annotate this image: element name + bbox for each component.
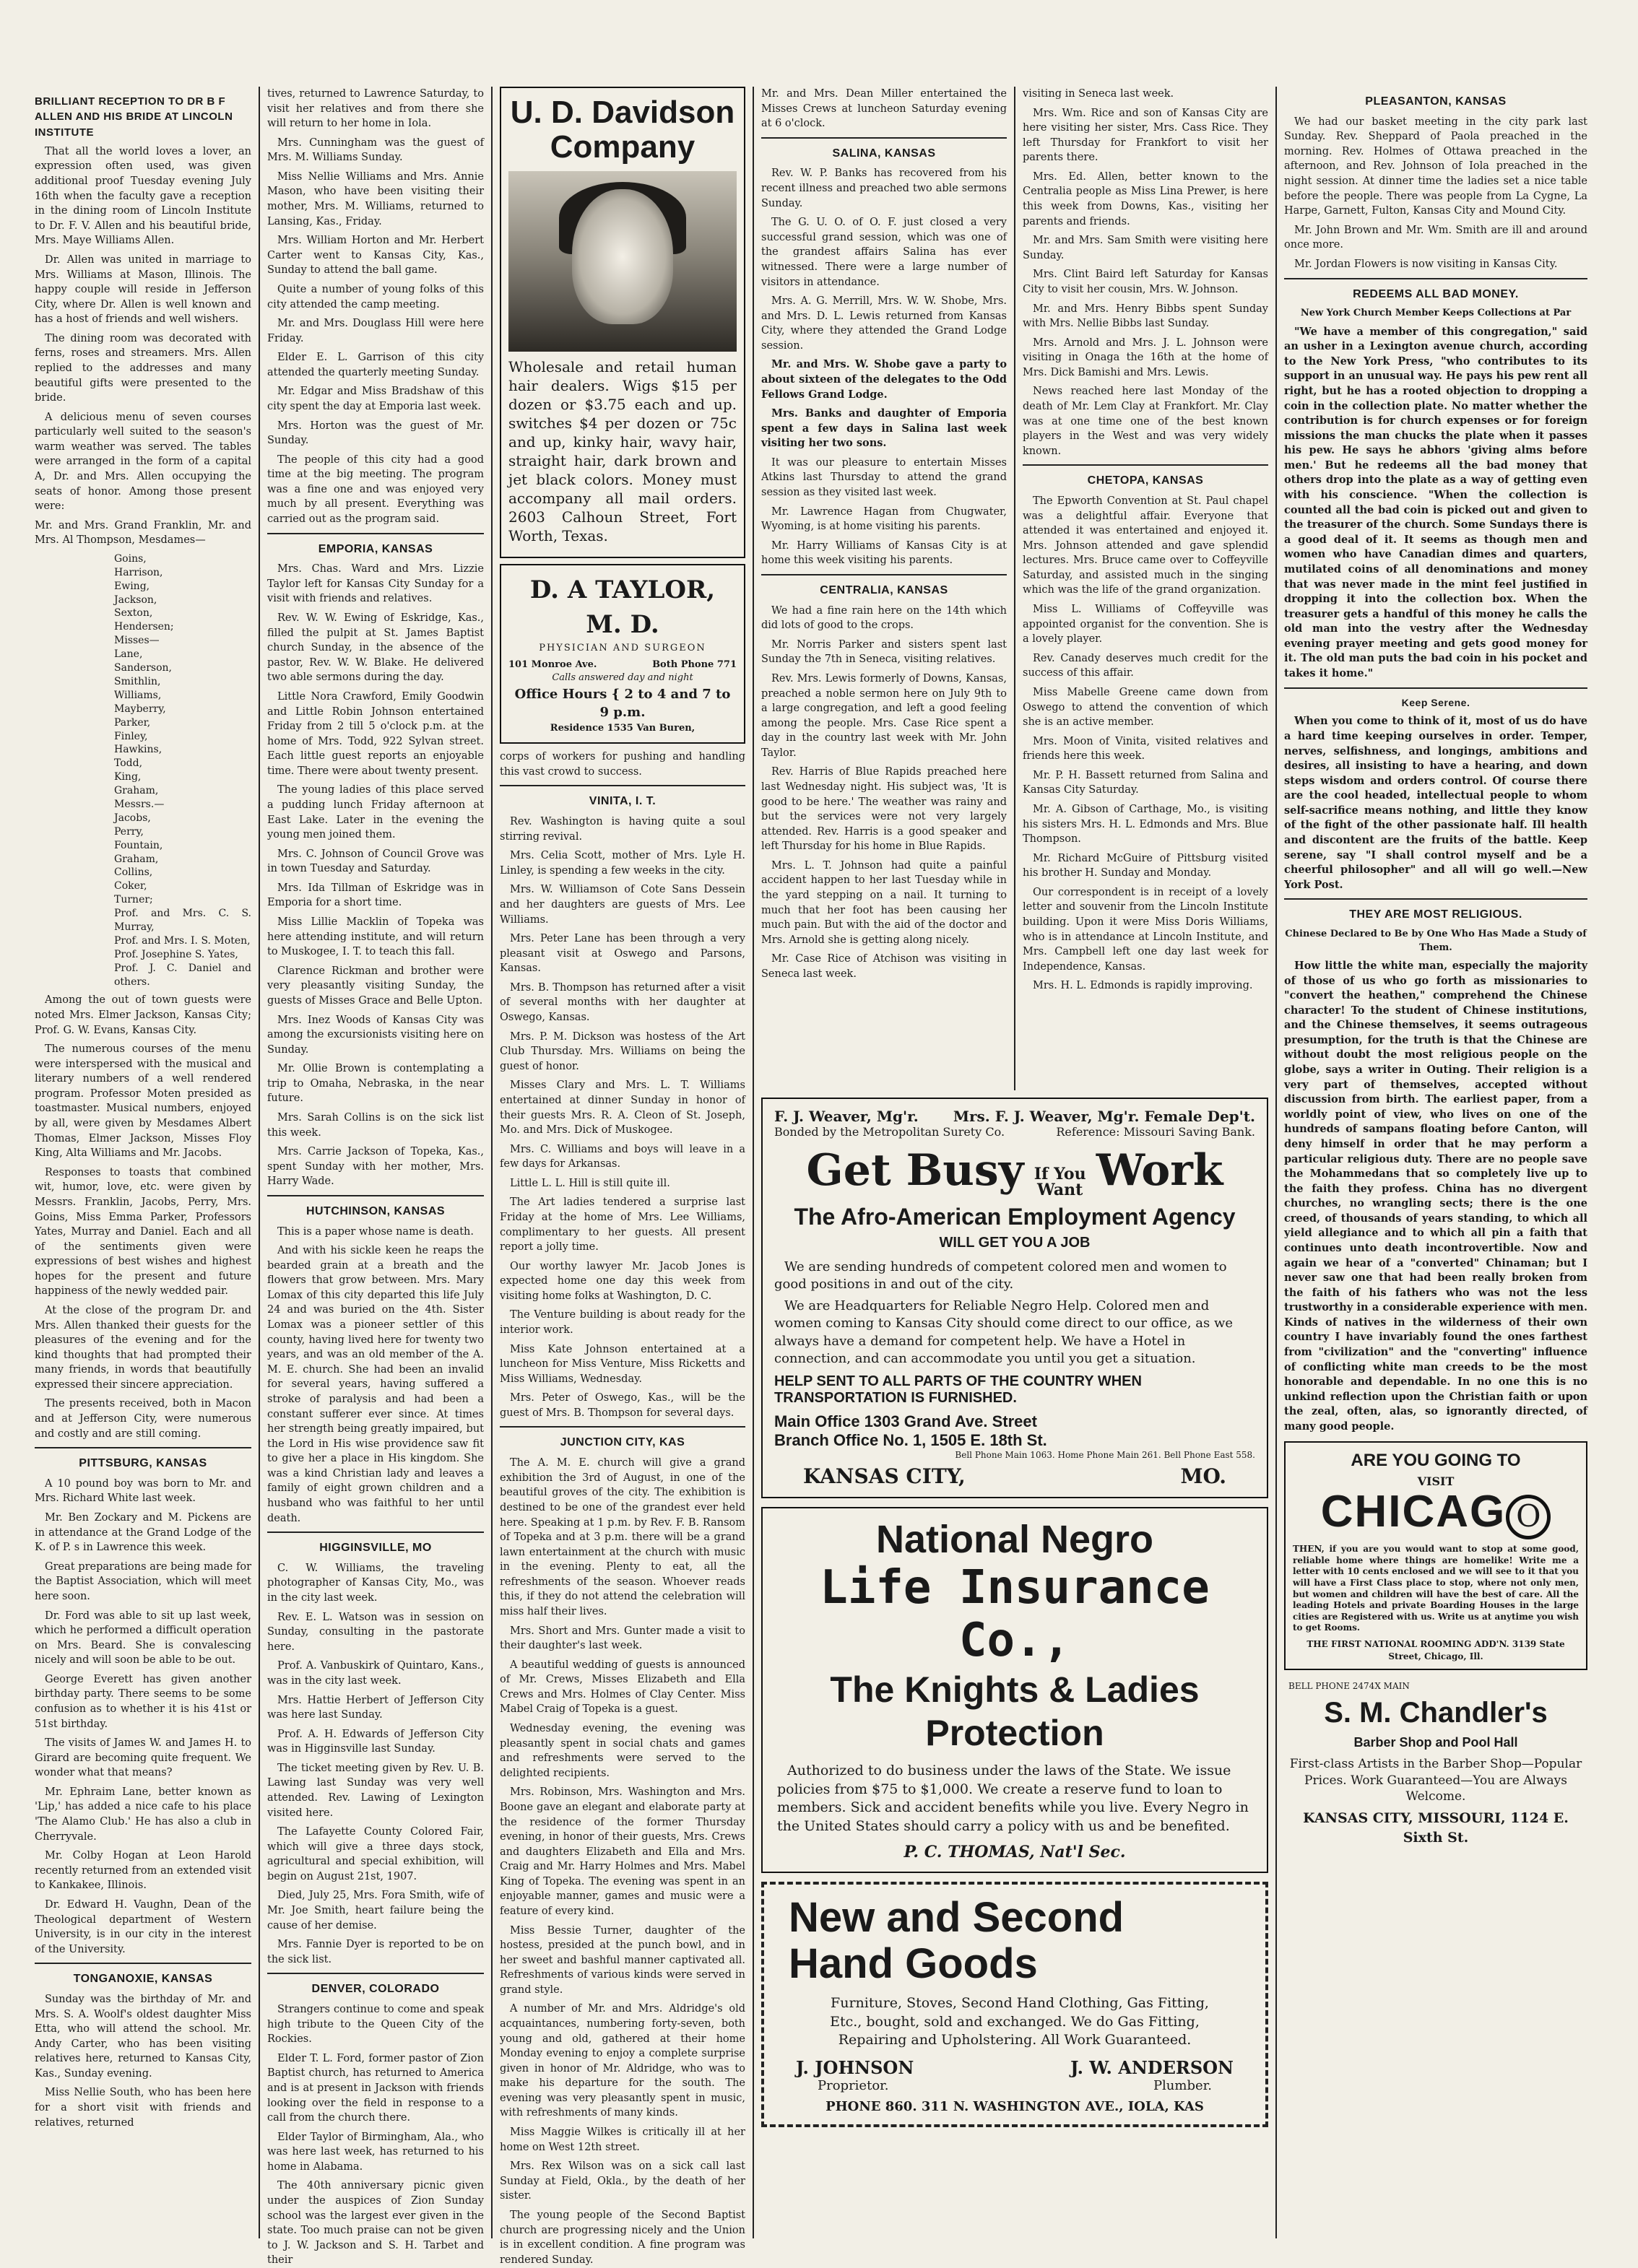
divider xyxy=(761,574,1007,575)
section-heading: PLEASANTON, KANSAS xyxy=(1365,95,1507,108)
news-item: Dr. Edward H. Vaughn, Dean of the Theological department of Western University, is in our city in the interest of the University. xyxy=(35,1898,251,1955)
news-item: We had our basket meeting in the city park last Sunday. Rev. Sheppard of Paola preached in the morning. Rev. Holmes of Ottawa preached in the afternoon, and Rev. Johnson of Iola preached in the night session. At dinner time the ladies set a nice table before the people. There was people from La Cygne, La Harpe, Garnett, Fulton, Kansas City and Mound City. xyxy=(1284,116,1587,217)
news-item: corps of workers for pushing and handling this vast crowd to success. xyxy=(500,751,745,778)
news-item: Mrs. H. L. Edmonds is rapidly improving. xyxy=(1033,980,1253,992)
chicago-ad-text: THEN, if you are you would want to stop at some good, reliable home where things are homelike! Write me a letter with 10 cents enclosed and we will see to it that you will have a First Class place to stop, where not only men, but women and children will have the best of care. All the leading Hotels and private Boarding Houses in the large cities are Registered with us. Write us at anytime you wish to get Rooms. xyxy=(1293,1544,1579,1633)
article-heading: THEY ARE MOST RELIGIOUS. xyxy=(1349,908,1522,921)
news-item: C. W. Williams, the traveling photographer of Kansas City, Mo., was in the city last week. xyxy=(267,1562,484,1604)
news-item: Quite a number of young folks of this city attended the camp meeting. xyxy=(267,283,484,310)
agency-city: KANSAS CITY, xyxy=(803,1464,966,1489)
news-item: The Venture building is about ready for the interior work. xyxy=(500,1309,745,1337)
article-paragraph: The presents received, both in Macon and at Jefferson City, were numerous and costly and are still coming. xyxy=(35,1398,251,1440)
news-item: News reached here last Monday of the death of Mr. Lem Clay at Frankfort. Mr. Clay was at one time one of the best known players in the West and was very widely known. xyxy=(1023,386,1268,457)
news-item: Mrs. Sarah Collins is on the sick list this week. xyxy=(267,1111,484,1139)
guest-name: Hawkins, xyxy=(114,744,162,756)
guest-name: Sanderson, xyxy=(114,662,172,674)
news-item: Mr. P. H. Bassett returned from Salina and Kansas City Saturday. xyxy=(1023,769,1268,796)
news-item: Miss Kate Johnson entertained at a luncheon for Miss Venture, Miss Ricketts and Miss Williams, Wednesday. xyxy=(500,1343,745,1385)
news-item: Miss Lillie Macklin of Topeka was here attending institute, and will return to Muskogee, I. T. to teach this fall. xyxy=(267,916,484,958)
news-item: Mrs. Peter Lane has been through a very pleasant visit at Oswego and Parsons, Kansas. xyxy=(500,933,745,975)
ad-block xyxy=(761,1098,1268,2127)
guest-name: Coker, xyxy=(114,880,147,892)
news-item: Prof. A. Vanbuskirk of Quintaro, Kans., was in the city last week. xyxy=(267,1660,484,1687)
news-item: Mrs. Rex Wilson was on a sick call last Sunday at Field, Okla., by the death of her sister. xyxy=(500,2160,745,2202)
chandler-text: First-class Artists in the Barber Shop—Popular Prices. Work Guaranteed—You are Always Welcome. xyxy=(1289,1757,1582,1804)
hand-goods-address: PHONE 860. 311 N. WASHINGTON AVE., IOLA, KAS xyxy=(826,2098,1204,2114)
news-item: Mrs. Peter of Oswego, Kas., will be the guest of Mrs. B. Thompson for several days. xyxy=(500,1392,745,1419)
news-item: Mrs. Banks and daughter of Emporia spent a few days in Salina last week visiting her two sons. xyxy=(761,407,1007,450)
chandler-phone: BELL PHONE 2474X MAIN xyxy=(1288,1681,1410,1692)
news-item: Miss Maggie Wilkes is critically ill at her home on West 12th street. xyxy=(500,2126,745,2153)
news-item: Mr. Lawrence Hagan from Chugwater, Wyoming, is at home visiting his parents. xyxy=(761,505,1007,533)
article-paragraph: That all the world loves a lover, an expression often used, was given additional proof Tuesday evening July 16th when the faculty gave a reception in the dining room of Lincoln Institute to Dr. F. V. Allen and his beautiful bride, Mrs. Maye Williams Allen. xyxy=(35,145,251,247)
hand-goods-title-1: New and Second xyxy=(789,1894,1124,1942)
guest-name: Collins, xyxy=(114,866,153,879)
news-item: Mr. Ollie Brown is contemplating a trip to Omaha, Nebraska, in the near future. xyxy=(267,1063,484,1105)
news-item: And with his sickle keen he reaps the bearded grain at a breath and the flowers that grow between. Mrs. Mary Lomax of this city departed this life July 24 and was buried on the 4th. Sister Lomax was a pioneer settler of this county, having lived here for twenty two years, and was an old member of the A. M. E. church. She had been an invalid for several years, having suffered a stroke of paralysis and had been a constant sufferer ever since. At times her strength being greatly impaired, but the Lord in His wise providence saw fit to give her a place in His kingdom. She was a kind Christian lady and leaves a family of eight grown children and a husband who was faithful to her until death. xyxy=(267,1245,484,1524)
davidson-text: Wholesale and retail human hair dealers. Wigs $15 per dozen or $3.75 each and up. switches $4 per dozen or 75c and up, kinky hair, wavy hair, straight hair, dark brown and jet black colors. Money must accompany all mail orders. 2603 Calhoun Street, Fort Worth, Texas. xyxy=(508,357,737,544)
news-item: Mr. John Brown and Mr. Wm. Smith are ill and around once more. xyxy=(1284,224,1587,251)
news-item: Miss Bessie Turner, daughter of the hostess, presided at the punch bowl, and in her sweet and bashful manner captivated all. Refreshments of various kinds were served in grand style. xyxy=(500,1924,745,1996)
article-text: When you come to think of it, most of us do have a hard time keeping ourselves in order. Temper, nerves, selfishness, and longings, ambitions and desires, all insisting to have a hearing, and down steps wisdom and orders control. Of course there are the cool headed, intellectual people to whom self-sacrifice means nothing, and little they know of the fight of the other passionate half. Ill health and discontent are the fruits of the battle. Keep serene, say "I shall control myself and be a cheerful philosopher" and all will go well.—New York Post. xyxy=(1284,715,1587,891)
news-item: Mrs. Ida Tillman of Eskridge was in Emporia for a short time. xyxy=(267,882,484,909)
news-item: Died, July 25, Mrs. Fora Smith, wife of Mr. Joe Smith, heart failure being the cause of her demise. xyxy=(267,1890,484,1932)
news-item: Mrs. Short and Mrs. Gunter made a visit to their daughter's last week. xyxy=(500,1625,745,1652)
doctor-phone: Both Phone 771 xyxy=(652,659,737,670)
news-item: Mr. and Mrs. Douglass Hill were here Friday. xyxy=(267,318,484,344)
news-item: Miss Nellie South, who has been here for a short visit with friends and relatives, returned xyxy=(35,2087,251,2129)
section-heading: SALINA, KANSAS xyxy=(832,147,936,160)
news-item: Dr. Ford was able to sit up last week, which he performed a difficult operation on Mrs. Beard. She is convalescing nicely and will soon be able to be out. xyxy=(35,1609,251,1667)
guest-name: Jackson, xyxy=(114,594,157,606)
news-item: Elder Taylor of Birmingham, Ala., who was here last week, has returned to his home in Alabama. xyxy=(267,2131,484,2173)
insurance-title-3: The Knights & Ladies xyxy=(830,1669,1200,1710)
guest-name: Finley, xyxy=(114,730,148,742)
news-item: Mrs. A. G. Merrill, Mrs. W. W. Shobe, Mrs. and Mrs. D. L. Lewis returned from Kansas City, where they attended the Grand Lodge session. xyxy=(761,295,1007,352)
davidson-ad xyxy=(500,87,745,558)
column-3 xyxy=(500,87,745,2266)
hand-goods-title-2: Hand Goods xyxy=(789,1940,1038,1988)
guest-name: Turner; xyxy=(114,894,153,906)
news-item: Mrs. Horton was the guest of Mr. Sunday. xyxy=(267,420,484,447)
column-1 xyxy=(35,87,251,2238)
news-item: Great preparations are being made for the Baptist Association, which will meet here soon. xyxy=(35,1560,251,1602)
guest-name: Parker, xyxy=(114,716,151,729)
article-paragraph: A delicious menu of seven courses particularly well suited to the season's warm weather was served. The tables were arranged in the form of a capital A, Dr. and Mrs. Allen occupying the seats of honor. Among those present were: xyxy=(35,411,251,513)
news-item: Mrs. W. Williamson of Cote Sans Dessein and her daughters are guests of Mrs. Lee Williams. xyxy=(500,884,745,926)
insurance-title-1: National Negro xyxy=(875,1518,1154,1562)
article-paragraph: Responses to toasts that combined wit, humor, love, etc. were given by Messrs. Franklin, Jacobs, Perry, Mrs. Goins, Miss Emma Parker, Professors Yates, Murray and Daniel. Each and all of the sentiments given were expressions of best wishes and highest hopes for the present and future happiness of the newly wedded pair. xyxy=(35,1166,251,1298)
hand-goods-text: Furniture, Stoves, Second Hand Clothing, Gas Fitting, Etc., bought, sold and exchanged. We do Gas Fitting, Repairing and Upholstering. All Work Guaranteed. xyxy=(830,1995,1209,2048)
news-item: Mrs. Arnold and Mrs. J. L. Johnson were visiting in Onaga the 16th at the home of Mrs. Dick Bamishi and Mrs. Lewis. xyxy=(1023,336,1268,378)
taylor-ad xyxy=(500,564,745,744)
guest-name: Graham, xyxy=(114,785,159,797)
news-item: Mr. Jordan Flowers is now visiting in Kansas City. xyxy=(1294,258,1558,270)
news-item: The Epworth Convention at St. Paul chapel was a delightful affair. Everyone that attended it was entertained and enjoyed it. Mrs. Johnson attended and gave splendid lectures. Mrs. Bruce came over to Coffeyville Saturday, and assisted much in the singing which was the life of the grand organization. xyxy=(1023,495,1268,596)
divider xyxy=(1284,898,1587,900)
section-heading: EMPORIA, KANSAS xyxy=(318,542,433,555)
chicago-ad-top: ARE YOU GOING TO xyxy=(1351,1451,1521,1471)
news-item: The A. M. E. church will give a grand exhibition the 3rd of August, in one of the beautiful groves of the city. The exhibition is destined to be one of the grandest ever held here. Speaking at 1 p.m. by Rev. F. B. Ransom of Topeka and at 3 p.m. there will be a grand lawn entertainment at the church with music in the evening. Plenty to eat, all the refreshments of the season. Whoever reads this, if they do not attend the celebration will miss half their lives. xyxy=(500,1457,745,1617)
divider xyxy=(267,533,484,534)
news-item: The ticket meeting given by Rev. U. B. Lawing last Sunday was very well attended. Rev. Lawing of Lexington visited here. xyxy=(267,1762,484,1819)
news-item: Little L. L. Hill is still quite ill. xyxy=(510,1177,670,1189)
column-rule xyxy=(1014,87,1015,1090)
insurance-ad xyxy=(761,1507,1268,1873)
section-heading: PITTSBURG, KANSAS xyxy=(79,1457,207,1470)
guest-name: Todd, xyxy=(114,757,143,770)
chandler-ad xyxy=(1284,1677,1587,1851)
guest-name: Prof. and Mrs. I. S. Moten, xyxy=(114,934,251,947)
news-item: Rev. E. L. Watson was in session on Sunday, consulting in the pastorate here. xyxy=(267,1611,484,1653)
headline-reception: BRILLIANT RECEPTION TO DR B F ALLEN AND HIS BRIDE AT LINCOLN INSTITUTE xyxy=(35,95,233,139)
news-item: Mrs. Clint Baird left Saturday for Kansas City to visit her cousin, Mrs. W. Johnson. xyxy=(1023,269,1268,295)
article-subheading: New York Church Member Keeps Collections at Par xyxy=(1300,308,1572,319)
news-item: Mr. A. Gibson of Carthage, Mo., is visiting his sisters Mrs. H. L. Edmonds and Mrs. Blue Thompson. xyxy=(1023,804,1268,846)
article-text: How little the white man, especially the majority of those of us who go forth as missionaries to "convert the heathen," comprehend the Chinese character! To the student of Chinese institutions, and the Chinese themselves, it seems outrageous presumption, for the truth is that the Chinese are without doubt the most religious people on the globe, says a writer in Outing. Their religion is a very part of themselves, accepted without discussion from birth. The earliest paper, from a worldly point of view, who lives on one of the hundreds of sampans floating before Canton, will deny himself in order that he may perform a particular religious duty. There are no people save the Mohammedans that so completely live up to the faith they profess. China has no divergent churches, no wrangling sects; there is the one creed, of thousands of years standing, to which all yield allegiance and to which all pin a faith that continues unto death incontrovertible. Now and again we hear of a "converted" Chinaman; but I never saw one that had been really broken from the faith of his fathers who was not the less trustworthy in a considerable experience with men. Kinds of natives in the wilderness of their own country I have invariably found the ones farthest from "civilization" and the "converting" influence of conflicting white man creeds to be the most honorable and dependable. In no one this is no unkind reflection upon the Christian faith or upon the zeal, often, alas, so ignorantly directed, of many good people. xyxy=(1284,959,1587,1433)
news-item: Mrs. Moon of Vinita, visited relatives and friends here this week. xyxy=(1023,735,1268,762)
guest-name: Messrs.— xyxy=(114,798,165,810)
guest-name: King, xyxy=(114,771,142,783)
news-item: Rev. Mrs. Lewis formerly of Downs, Kansas, preached a noble sermon here on July 9th to a large congregation, and left a good feeling among the people. Mrs. Case Rice spent a day in the country last week with Mr. John Taylor. xyxy=(761,672,1007,759)
news-item: Mrs. Inez Woods of Kansas City was among the excursionists visiting here on Sunday. xyxy=(267,1014,484,1056)
guest-name: Prof. and Mrs. C. S. Murray, xyxy=(114,908,251,933)
newspaper-page xyxy=(35,87,1609,2267)
news-item: We had a fine rain here on the 14th which did lots of good to the crops. xyxy=(761,604,1007,632)
news-item: Clarence Rickman and brother were very pleasantly visiting Sunday, the guests of Misses Grace and Belle Upton. xyxy=(267,965,484,1007)
article-paragraph: The numerous courses of the menu were interspersed with the musical and literary numbers of a well rendered program. Professor Moten presided as toastmaster. Musical numbers, enjoyed by all, were given by Mesdames Albert Thomas, Elmer Jackson, Misses Floy King, Alta Williams and Mr. Jacobs. xyxy=(35,1043,251,1160)
news-item: Mr. Colby Hogan at Leon Harold recently returned from an extended visit to Kankakee, Illinois. xyxy=(35,1850,251,1892)
news-item: Mrs. L. T. Johnson had quite a painful accident happen to her last Tuesday while in the yard stepping on a nail. It turning to much that her foot has been causing her much pain. But with the aid of the doctor and Mrs. Arnold she is getting along nicely. xyxy=(761,859,1007,946)
article-paragraph: Dr. Allen was united in marriage to Mrs. Williams at Mason, Illinois. The happy couple will reside in Jefferson City, where Dr. Allen is well known and has a host of friends and well wishers. xyxy=(35,253,251,326)
agency-help: HELP SENT TO ALL PARTS OF THE COUNTRY WHEN TRANSPORTATION IS FURNISHED. xyxy=(774,1373,1142,1407)
news-item: The 40th anniversary picnic given under the auspices of Zion Sunday school was the largest ever given in the state. Too much praise can not be given to J. W. Jackson and S. H. Tarbet and their xyxy=(267,2180,484,2267)
divider xyxy=(1284,687,1587,689)
news-item: Misses Clary and Mrs. L. T. Williams entertained at dinner Sunday in honor of their guests Mrs. R. A. Cleon of St. Joseph, Mo. and Mrs. Dick of Muskogee. xyxy=(500,1079,745,1137)
news-item: Mrs. Fannie Dyer is reported to be on the sick list. xyxy=(267,1939,484,1965)
guest-name: Jacobs, xyxy=(114,812,151,824)
news-item: This is a paper whose name is death. xyxy=(277,1225,474,1238)
doctor-address: 101 Monroe Ave. xyxy=(508,659,597,670)
doctor-title: PHYSICIAN AND SURGEON xyxy=(539,643,706,654)
chicago-o-circle: O xyxy=(1506,1495,1551,1539)
news-item: Mrs. Carrie Jackson of Topeka, Kas., spent Sunday with her mother, Mrs. Harry Wade. xyxy=(267,1146,484,1188)
news-item: Elder T. L. Ford, former pastor of Zion Baptist church, has returned to America and is at present in Jackson with friends looking over the field in response to a call from the church there. xyxy=(267,2052,484,2124)
guest-name: Goins, xyxy=(114,552,147,565)
news-item: Mr. Edgar and Miss Bradshaw of this city spent the day at Emporia last week. xyxy=(267,386,484,412)
guest-name: Smithlin, xyxy=(114,675,161,687)
divider xyxy=(500,785,745,786)
guest-list-lead: Mr. and Mrs. Grand Franklin, Mr. and Mrs. Al Thompson, Mesdames— xyxy=(35,519,251,547)
news-item: Mr. Harry Williams of Kansas City is at home this week visiting his parents. xyxy=(761,539,1007,567)
column-rule xyxy=(753,87,754,2238)
insurance-title-2: Life Insurance Co., xyxy=(820,1560,1210,1668)
column-2 xyxy=(267,87,484,2267)
article-text: "We have a member of this congregation," said an usher in a Lexington avenue church, according to the New York Press, "who contributes to its support in an unusual way. He pays his pew rent all right, but he has a rooted objection to dropping a coin in the collection plate. No matter whether the contribution is for church expenses or for foreign missions the man chucks the plate when it passes his pew. He says he abhors 'giving alms before men.' But he redeems all the bad money that others drop into the plate as a way of getting even with his conscience. "When the collection is counted all the bad coin is picked out and given to the treasurer of the church. Some Sundays there is a good deal of it. It seems as though men and women who have Canadian dimes and quarters, mutilated coins of all denominations and money that was never made in the mint feel justified in dropping it into the collection box. When the treasurer gets a handful of this money he calls the old man into the vestry after the Wednesday evening prayer meeting and gets good money for it. The old man puts the bad coin in his pocket and takes it home." xyxy=(1284,325,1587,679)
news-item: The G. U. O. of O. F. just closed a very successful grand session, which was one of the grandest affairs Salina has ever witnessed. There were a large number of visitors in attendance. xyxy=(761,217,1007,288)
article-paragraph: Among the out of town guests were noted Mrs. Elmer Jackson, Kansas City; Prof. G. W. Evans, Kansas City. xyxy=(35,994,251,1036)
article-heading: REDEEMS ALL BAD MONEY. xyxy=(1353,287,1519,300)
guest-name: Prof. J. C. Daniel and others. xyxy=(114,962,251,988)
divider xyxy=(1284,278,1587,279)
guest-name: Harrison, xyxy=(114,566,163,578)
section-heading: CHETOPA, KANSAS xyxy=(1087,474,1204,487)
news-item: Mr. Norris Parker and sisters spent last Sunday the 7th in Seneca, visiting relatives. xyxy=(761,638,1007,666)
employment-agency-ad xyxy=(761,1098,1268,1498)
news-item: A number of Mr. and Mrs. Aldridge's old acquaintances, numbering forty-seven, both young and old, gathered at their home Monday evening to enjoy a complete surprise given in honor of Mr. Aldridge, who was to make his departure for the south. The evening was very pleasantly spent in music, with refreshments of many kinds. xyxy=(500,2003,745,2119)
news-item: The visits of James W. and James H. to Girard are becoming quite frequent. We wonder what that means? xyxy=(35,1737,251,1779)
divider xyxy=(35,1447,251,1448)
news-item: Mrs. C. Williams and boys will leave in a few days for Arkansas. xyxy=(500,1143,745,1170)
chandler-name: S. M. Chandler's xyxy=(1324,1697,1548,1729)
work-text: Work xyxy=(1096,1145,1223,1196)
news-item: Mrs. Cunningham was the guest of Mrs. M. Williams Sunday. xyxy=(267,136,484,164)
agency-branch-office: Branch Office No. 1, 1505 E. 18th St. xyxy=(774,1431,1047,1450)
news-item: Mr. and Mrs. Sam Smith were visiting here Sunday. xyxy=(1023,235,1268,261)
news-item: Mrs. B. Thompson has returned after a visit of several months with her daughter at Oswego, Kansas. xyxy=(500,981,745,1024)
news-item: Miss L. Williams of Coffeyville was appointed organist for the convention. She is a lovely player. xyxy=(1023,604,1268,646)
column-6 xyxy=(1284,87,1587,2238)
news-item: Little Nora Crawford, Emily Goodwin and Little Robin Johnson entertained Friday from 2 till 5 o'clock p.m. at the home of Mrs. Todd, 922 Sylvan street. Each little guest reports an enjoyable time. There were about twenty present. xyxy=(267,690,484,777)
get-busy-text: Get Busy xyxy=(806,1145,1024,1196)
news-item: Rev. W. P. Banks has recovered from his recent illness and preached two able sermons Sunday. xyxy=(761,168,1007,209)
news-item: Wednesday evening, the evening was pleasantly spent in social chats and games and refreshments were served to the delighted recipients. xyxy=(500,1723,745,1779)
news-item: Mr. Richard McGuire of Pittsburg visited his brother H. Sunday and Monday. xyxy=(1023,852,1268,879)
news-item: tives, returned to Lawrence Saturday, to visit her relatives and from there she will return to her home in Iola. xyxy=(267,88,484,130)
news-item: Miss Mabelle Greene came down from Oswego to attend the convention of which she is an active member. xyxy=(1023,686,1268,729)
divider xyxy=(267,1531,484,1533)
guest-name: Perry, xyxy=(114,825,144,838)
news-item: Rev. Harris of Blue Rapids preached here last Wednesday night. His subject was, 'It is good to be here.' The weather was rainy and but the services were not very largely attended. Rev. Harris is a good speaker and left Thursday for his home in Blue Rapids. xyxy=(761,766,1007,853)
guest-name: Prof. Josephine S. Yates, xyxy=(114,948,238,960)
section-heading: HIGGINSVILLE, MO xyxy=(319,1542,432,1555)
news-item: Mrs. Ed. Allen, better known to the Centralia people as Miss Lina Prewer, is here this week from Downs, Kas., visiting her parents and friends. xyxy=(1023,170,1268,227)
column-rule xyxy=(259,87,260,2238)
news-item: Mr. and Mrs. W. Shobe gave a party to about sixteen of the delegates to the Odd Fellows Grand Lodge. xyxy=(761,358,1007,401)
doctor-calls: Calls answered day and night xyxy=(552,672,693,684)
agency-phones: Bell Phone Main 1063. Home Phone Main 261. Bell Phone East 558. xyxy=(955,1450,1255,1461)
news-item: The Art ladies tendered a surprise last Friday at the home of Mrs. Lee Williams, complimentary to her guests. All present report a jolly time. xyxy=(500,1196,745,1254)
news-item: The people of this city had a good time at the big meeting. The program was a fine one and was enjoyed very much by all present. Everything was carried out as the program said. xyxy=(267,453,484,526)
doctor-name: D. A TAYLOR, M. D. xyxy=(529,575,716,640)
news-item: Rev. Washington is having quite a soul stirring revival. xyxy=(500,816,745,843)
news-item: Mr. and Mrs. Henry Bibbs spent Sunday with Mrs. Nellie Bibbs last Sunday. xyxy=(1023,303,1268,330)
davidson-title: U. D. Davidson Company xyxy=(510,95,735,165)
news-item: Mrs. Celia Scott, mother of Mrs. Lyle H. Linley, is spending a few weeks in the city. xyxy=(500,850,745,877)
chicago-ad xyxy=(1284,1441,1587,1670)
section-heading: HUTCHINSON, KANSAS xyxy=(306,1204,446,1217)
weaver-female-manager: Mrs. F. J. Weaver, Mg'r. Female Dep't. xyxy=(953,1108,1255,1125)
insurance-title-4: Protection xyxy=(925,1712,1104,1753)
news-item: Sunday was the birthday of Mr. and Mrs. S. A. Woolf's oldest daughter Miss Etta, who will attend the school. Mr. Andy Carter, who has been visiting relatives here, returned to Kansas City, Kas., Sunday evening. xyxy=(35,1993,251,2080)
section-heading: VINITA, I. T. xyxy=(589,795,656,808)
guest-name: Hendersen; xyxy=(114,621,174,633)
doctor-residence: Residence 1535 Van Buren, xyxy=(550,722,696,734)
divider xyxy=(267,1195,484,1196)
news-item: Mrs. Hattie Herbert of Jefferson City was here last Sunday. xyxy=(267,1694,484,1721)
hand-goods-owner-title: Proprietor. xyxy=(818,2077,889,2093)
column-5 xyxy=(1023,87,1268,1090)
guest-list xyxy=(35,552,251,989)
article-subheading: Chinese Declared to Be by One Who Has Made a Study of Them. xyxy=(1285,929,1587,953)
news-item: Prof. A. H. Edwards of Jefferson City was in Higginsville last Sunday. xyxy=(267,1728,484,1755)
news-item: Mr. Case Rice of Atchison was visiting in Seneca last week. xyxy=(761,953,1007,980)
article-paragraph: At the close of the program Dr. and Mrs. Allen thanked their guests for the pleasures of the evening and for the kind thoughts that had prompted their many friends, in words that beautifully expressed their sincere appreciation. xyxy=(35,1304,251,1391)
weaver-reference: Reference: Missouri Saving Bank. xyxy=(1056,1125,1255,1139)
news-item: It was our pleasure to entertain Misses Atkins last Thursday to attend the grand session as they visited last week. xyxy=(761,456,1007,499)
column-4 xyxy=(761,87,1007,1090)
article-paragraph: The dining room was decorated with ferns, roses and streamers. Mrs. Allen replied to the addresses and many beautiful gifts were presented to the bride. xyxy=(35,332,251,404)
guest-name: Lane, xyxy=(114,648,143,661)
news-item: Mrs. P. M. Dickson was hostess of the Art Club Thursday. Mrs. Williams on being the guest of honor. xyxy=(500,1030,745,1072)
news-item: A 10 pound boy was born to Mr. and Mrs. Richard White last week. xyxy=(35,1477,251,1505)
hand-goods-owner: J. JOHNSON xyxy=(796,2056,914,2078)
news-item: Our correspondent is in receipt of a lovely letter and souvenir from the Lincoln Institute building. Upon it were Miss Doris Williams, who is in attendance at Lincoln Institute, and Mrs. Campbell left one day last week for Independence, Kansas. xyxy=(1023,886,1268,973)
news-item: The young people of the Second Baptist church are progressing nicely and the Union is in excellent condition. A fine program was rendered Sunday. xyxy=(500,2209,745,2266)
hand-goods-ad xyxy=(761,1882,1268,2127)
chicago-word: CHICAG xyxy=(1320,1487,1507,1537)
news-item: The young ladies of this place served a pudding lunch Friday afternoon at East Lake. Later in the evening the young men joined them. xyxy=(267,784,484,841)
chandler-address: KANSAS CITY, MISSOURI, 1124 E. Sixth St. xyxy=(1303,1809,1569,1846)
if-you-want-text: If You Want xyxy=(1034,1164,1086,1199)
news-item: Mrs. C. Johnson of Council Grove was in town Tuesday and Saturday. xyxy=(267,848,484,875)
insurance-text: Authorized to do business under the laws of the State. We issue policies from $75 to $1,000. We create a reserve fund to loan to members. Sick and accident benefits while you live. Every Negro in the United States should carry a policy with us and be benefited. xyxy=(777,1762,1249,1834)
doctor-hours: Office Hours { 2 to 4 and 7 to 9 p.m. xyxy=(514,686,731,721)
news-item: Elder E. L. Garrison of this city attended the quarterly meeting Sunday. xyxy=(267,352,484,378)
divider xyxy=(500,1426,745,1428)
hand-goods-plumber-title: Plumber. xyxy=(1153,2077,1212,2093)
news-item: Our worthy lawyer Mr. Jacob Jones is expected home one day this week from visiting home folks at Washington, D. C. xyxy=(500,1260,745,1302)
agency-sub: WILL GET YOU A JOB xyxy=(939,1234,1091,1251)
divider xyxy=(267,1973,484,1974)
guest-name: Williams, xyxy=(114,689,162,701)
news-item: Mr. Ephraim Lane, better known as 'Lip,' has added a nice cafe to his place 'The Alamo Club.' He has also a club in Cherryvale. xyxy=(35,1786,251,1843)
chicago-ad-address: THE FIRST NATIONAL ROOMING ADD'N. 3139 State Street, Chicago, Ill. xyxy=(1306,1639,1565,1662)
insurance-secretary: P. C. THOMAS, Nat'l Sec. xyxy=(904,1843,1126,1862)
news-item: Mrs. Wm. Rice and son of Kansas City are here visiting her sister, Mrs. Cass Rice. They left Thursday for Frankfort to visit her parents there. xyxy=(1023,107,1268,164)
agency-main-office: Main Office 1303 Grand Ave. Street xyxy=(774,1412,1037,1431)
divider xyxy=(1023,464,1268,466)
news-item: Mr. and Mrs. Dean Miller entertained the Misses Crews at luncheon Saturday evening at 6 o'clock. xyxy=(761,88,1007,130)
divider xyxy=(35,1963,251,1964)
news-item: Rev. W. W. Ewing of Eskridge, Kas., filled the pulpit at St. James Baptist church Sunday, in the absence of the pastor, Rev. W. W. Blake. He delivered two able sermons during the day. xyxy=(267,612,484,684)
hand-goods-plumber: J. W. ANDERSON xyxy=(1070,2056,1234,2078)
divider xyxy=(761,137,1007,139)
guest-name: Fountain, xyxy=(114,839,163,851)
chandler-sub: Barber Shop and Pool Hall xyxy=(1353,1734,1518,1750)
news-item: Miss Nellie Williams and Mrs. Annie Mason, who have been visiting their mother, Mrs. M. Williams, returned to Lansing, Kas., Friday. xyxy=(267,170,484,227)
news-item: Mrs. William Horton and Mr. Herbert Carter went to Kansas City, Kas., Sunday to attend the ball game. xyxy=(267,235,484,277)
agency-state: MO. xyxy=(1180,1464,1226,1489)
section-heading: TONGANOXIE, KANSAS xyxy=(73,1973,213,1986)
chicago-visit: VISIT xyxy=(1417,1474,1455,1488)
guest-name: Ewing, xyxy=(114,580,150,592)
news-item: Mrs. Robinson, Mrs. Washington and Mrs. Boone gave an elegant and elaborate party at the residence of the former Thursday evening, in honor of their guests, Mrs. Crews and daughters Elizabeth and Ella and Mrs. Craig and Mr. Harry Holmes and Mrs. Mabel King of Topeka. The evening was spent in an enjoyable manner, games and music were a feature of every kind. xyxy=(500,1786,745,1917)
agency-text: We are sending hundreds of competent colored men and women to good positions in and out of the city. xyxy=(774,1259,1227,1292)
news-item: George Everett has given another birthday party. There seems to be some confusion as to whether it is his 41st or 51st birthday. xyxy=(35,1673,251,1730)
news-item: Rev. Canady deserves much credit for the success of this affair. xyxy=(1023,652,1268,679)
agency-name: The Afro-American Employment Agency xyxy=(794,1203,1236,1230)
guest-name: Mayberry, xyxy=(114,703,166,715)
news-item: Strangers continue to come and speak high tribute to the Queen City of the Rockies. xyxy=(267,2004,484,2046)
agency-text: We are Headquarters for Reliable Negro Help. Colored men and women coming to Kansas City should come direct to our office, as we always have a demand for competent help. We have a Hotel in connection, and can accommodate you until you get a situation. xyxy=(774,1298,1234,1366)
news-item: A beautiful wedding of guests is announced of Mr. Crews, Misses Elizabeth and Ella Crews and Mrs. Holmes of Clay Center. Miss Mabel Craig of Topeka is a guest. xyxy=(500,1659,745,1716)
news-item: The Lafayette County Colored Fair, which will give a three days stock, agricultural and special exhibition, will begin on August 21st, 1907. xyxy=(267,1826,484,1882)
section-heading: DENVER, COLORADO xyxy=(311,1983,440,1996)
article-heading: Keep Serene. xyxy=(1401,696,1470,708)
guest-name: Sexton, xyxy=(114,607,153,620)
section-heading: JUNCTION CITY, KAS xyxy=(560,1436,685,1449)
weaver-bond: Bonded by the Metropolitan Surety Co. xyxy=(774,1125,1005,1139)
news-item: Mrs. Chas. Ward and Mrs. Lizzie Taylor left for Kansas City Sunday for a visit with friends and relatives. xyxy=(267,563,484,605)
guest-name: Graham, xyxy=(114,853,159,865)
news-item: Mr. Ben Zockary and M. Pickens are in attendance at the Grand Lodge of the K. of P. s in Lawrence this week. xyxy=(35,1512,251,1554)
section-heading: CENTRALIA, KANSAS xyxy=(820,583,948,596)
guest-name: Misses— xyxy=(114,635,160,647)
portrait-image xyxy=(508,171,737,352)
column-rule xyxy=(1275,87,1277,2238)
weaver-manager: F. J. Weaver, Mg'r. xyxy=(774,1108,919,1125)
news-item: visiting in Seneca last week. xyxy=(1023,88,1174,100)
column-rule xyxy=(491,87,493,2238)
